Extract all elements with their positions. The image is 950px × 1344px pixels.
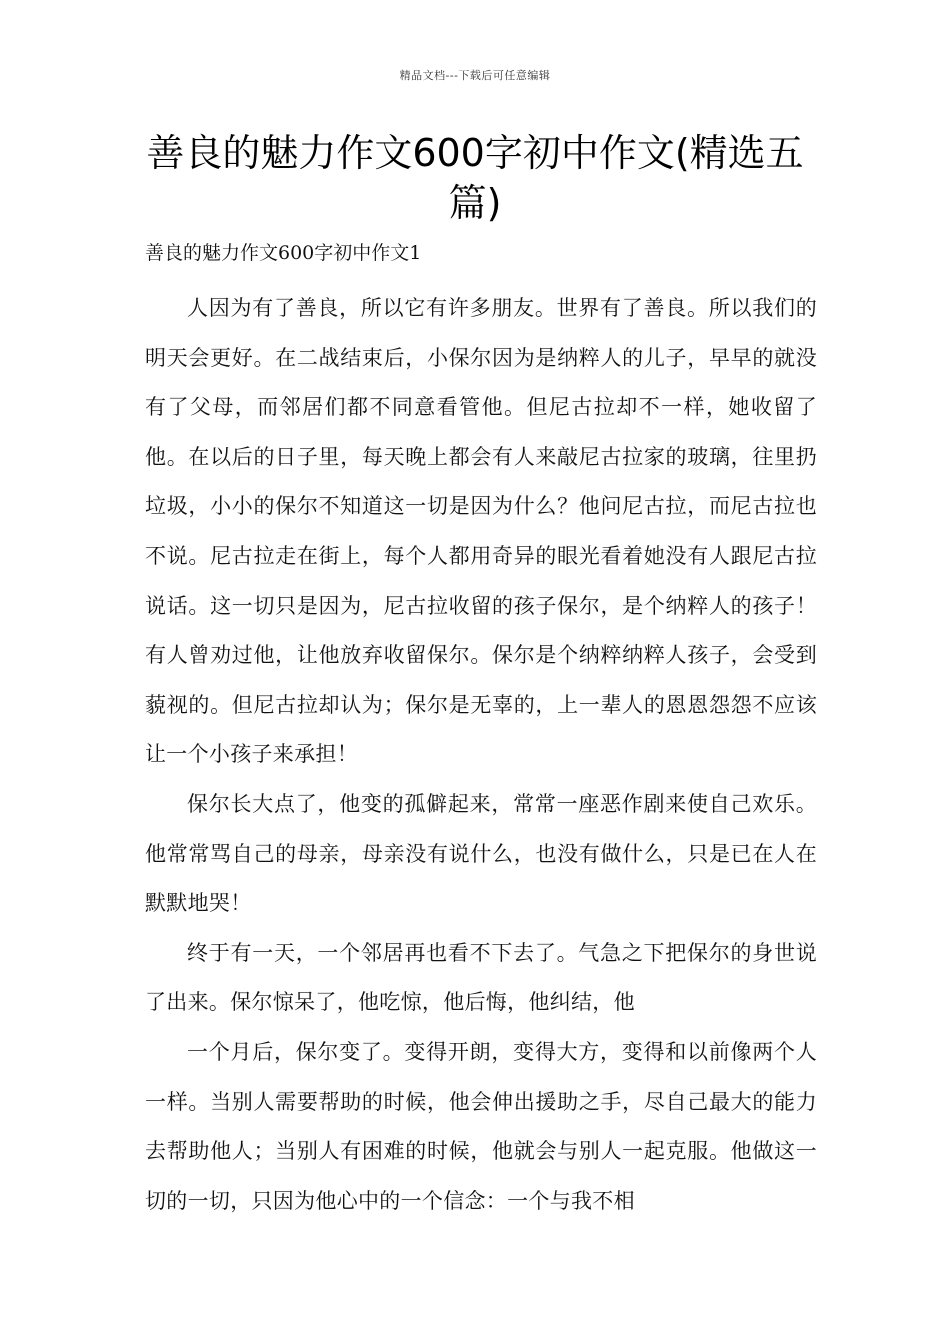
body-text bbox=[145, 284, 817, 1226]
section-subtitle: 善良的魅力作文600字初中作文1 bbox=[145, 242, 422, 264]
paragraph-4: 一个月后，保尔变了。变得开朗，变得大方，变得和以前像两个人一样。当别人需要帮助的时候，他会伸出援助之手，尽自己最大的能力去帮助他人；当别人有困难的时候，他就会与别人一起克服。他做这一切的一切，只因为他心中的一个信念：一个与我不相 bbox=[145, 1039, 817, 1213]
paragraph-2: 保尔长大点了，他变的孤僻起来，常常一座恶作剧来使自己欢乐。他常常骂自己的母亲，母亲没有说什么，也没有做什么，只是已在人在默默地哭！ bbox=[145, 791, 817, 916]
paragraph-3: 终于有一天，一个邻居再也看不下去了。气急之下把保尔的身世说了出来。保尔惊呆了，他吃惊，他后悔，他纠结，他 bbox=[145, 940, 817, 1015]
document-title: 善良的魅力作文600字初中作文(精选五篇) bbox=[146, 131, 804, 225]
paragraph-1: 人因为有了善良，所以它有许多朋友。世界有了善良。所以我们的明天会更好。在二战结束后，小保尔因为是纳粹人的儿子，早早的就没有了父母，而邻居们都不同意看管他。但尼古拉却不一样，她收留了他。在以后的日子里，每天晚上都会有人来敲尼古拉家的玻璃，往里扔垃圾，小小的保尔不知道这一切是因为什么？他问尼古拉，而尼古拉也不说。尼古拉走在街上，每个人都用奇异的眼光看着她没有人跟尼古拉说话。这一切只是因为，尼古拉收留的孩子保尔，是个纳粹人的孩子！有人曾劝过他，让他放弃收留保尔。保尔是个纳粹纳粹人孩子，会受到藐视的。但尼古拉却认为；保尔是无辜的，上一辈人的恩恩怨怨不应该让一个小孩子来承担！ bbox=[145, 296, 817, 767]
header-note: 精品文档---下载后可任意编辑 bbox=[399, 69, 551, 82]
